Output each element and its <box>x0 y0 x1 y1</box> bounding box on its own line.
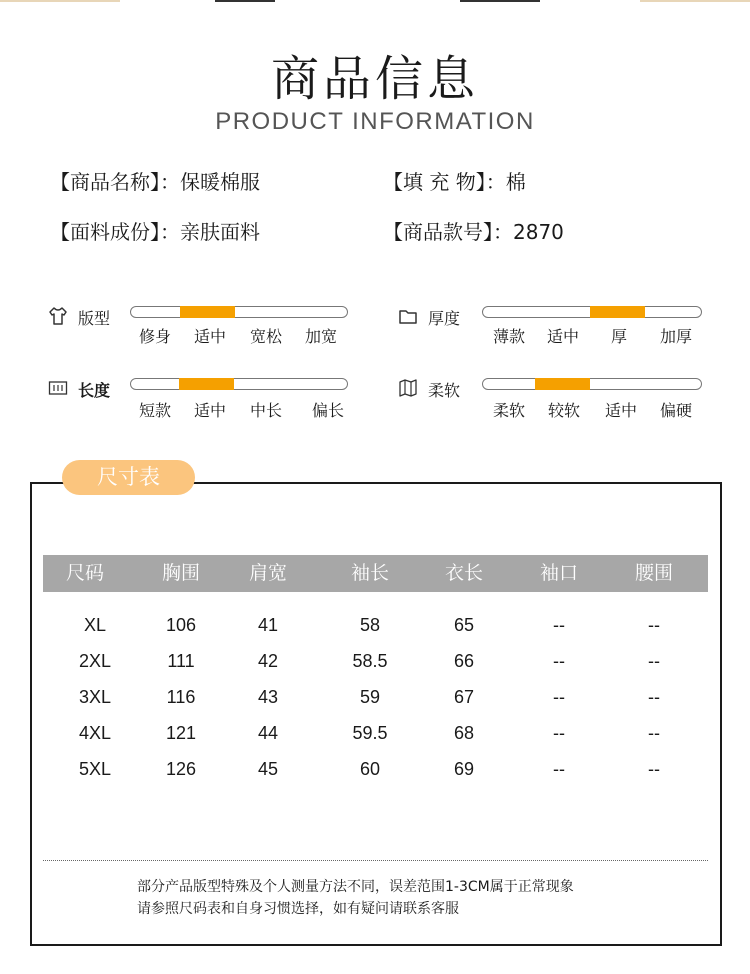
attribute-softness <box>398 378 708 428</box>
table-cell: -- <box>553 687 565 707</box>
attribute-scale-bar <box>482 378 702 390</box>
table-cell: -- <box>553 651 565 671</box>
table-cell: 2XL <box>78 651 112 671</box>
shirt-icon <box>48 306 68 326</box>
table-cell: 66 <box>453 651 475 671</box>
table-cell: -- <box>648 723 660 743</box>
attribute-option: 适中 <box>193 401 227 420</box>
size-table-title: 尺寸表 <box>62 460 195 495</box>
attribute-scale-bar <box>130 306 348 318</box>
table-cell: 43 <box>257 687 279 707</box>
attribute-label: 版型 <box>78 309 111 328</box>
table-cell: 121 <box>165 723 197 743</box>
table-cell: 4XL <box>78 723 112 743</box>
attribute-fit <box>48 306 358 356</box>
info-value: 亲肤面料 <box>180 220 260 244</box>
table-header-cell: 肩宽 <box>248 562 288 584</box>
table-cell: -- <box>648 651 660 671</box>
info-filling <box>383 166 526 195</box>
table-cell: XL <box>83 615 107 635</box>
table-cell: -- <box>648 687 660 707</box>
table-cell: 65 <box>453 615 475 635</box>
note-line: 部分产品版型特殊及个人测量方法不同，误差范围1-3CM属于正常现象 <box>137 879 574 895</box>
table-cell: -- <box>553 759 565 779</box>
attribute-option: 中长 <box>249 401 283 420</box>
page-title: 商品信息 <box>270 51 479 107</box>
attribute-option: 宽松 <box>249 327 283 346</box>
attribute-option: 厚 <box>610 327 628 346</box>
table-cell: 45 <box>257 759 279 779</box>
attribute-option: 加厚 <box>659 327 693 346</box>
folder-icon <box>398 306 418 326</box>
info-product-name <box>50 166 260 195</box>
table-cell: 126 <box>165 759 197 779</box>
info-key: 【商品名称】： <box>50 170 180 194</box>
table-cell: 69 <box>453 759 475 779</box>
attribute-selected-fill <box>179 378 234 390</box>
attribute-option: 短款 <box>138 401 172 420</box>
table-header-cell: 袖口 <box>539 562 579 584</box>
info-key: 【面料成份】： <box>50 220 180 244</box>
table-cell: -- <box>553 723 565 743</box>
table-cell: 5XL <box>78 759 112 779</box>
attribute-selected-fill <box>590 306 645 318</box>
attribute-option: 偏硬 <box>659 401 693 420</box>
attribute-option: 薄款 <box>492 327 526 346</box>
table-cell: 111 <box>167 651 195 671</box>
info-value: 保暖棉服 <box>180 170 260 194</box>
table-cell: 59.5 <box>352 723 388 743</box>
info-value: 2870 <box>513 220 564 244</box>
attribute-label: 柔软 <box>428 381 461 400</box>
table-cell: 41 <box>257 615 279 635</box>
info-fabric <box>50 216 260 245</box>
table-cell: 42 <box>257 651 279 671</box>
table-cell: 67 <box>453 687 475 707</box>
info-key: 【商品款号】： <box>383 220 513 244</box>
attribute-label: 厚度 <box>428 309 461 328</box>
attribute-option: 较软 <box>547 401 581 420</box>
table-cell: -- <box>648 615 660 635</box>
table-cell: 44 <box>257 723 279 743</box>
table-header-cell: 胸围 <box>161 562 201 584</box>
attribute-thickness <box>398 306 708 356</box>
table-cell: 58.5 <box>352 651 388 671</box>
table-cell: 59 <box>359 687 381 707</box>
divider <box>43 860 708 861</box>
attribute-option: 适中 <box>193 327 227 346</box>
info-value: 棉 <box>505 170 526 194</box>
attribute-option: 偏长 <box>311 401 345 420</box>
table-cell: 60 <box>359 759 381 779</box>
attribute-label: 长度 <box>78 381 111 400</box>
attribute-selected-fill <box>535 378 590 390</box>
attribute-option: 柔软 <box>492 401 526 420</box>
table-header-cell: 袖长 <box>350 562 390 584</box>
attribute-length <box>48 378 358 428</box>
table-cell: 68 <box>453 723 475 743</box>
attribute-option: 修身 <box>138 327 172 346</box>
table-header-cell: 腰围 <box>634 562 674 584</box>
attribute-scale-bar <box>130 378 348 390</box>
attribute-selected-fill <box>180 306 235 318</box>
size-table-header <box>43 555 708 592</box>
ruler-icon <box>48 378 68 398</box>
info-style-number <box>383 216 564 245</box>
table-header-cell: 尺码 <box>65 562 105 584</box>
page-subtitle: PRODUCT INFORMATION <box>215 108 535 135</box>
table-cell: 116 <box>166 687 196 707</box>
attribute-scale-bar <box>482 306 702 318</box>
table-cell: 58 <box>359 615 381 635</box>
attribute-option: 适中 <box>546 327 580 346</box>
note-line: 请参照尺码表和自身习惯选择，如有疑问请联系客服 <box>137 901 459 917</box>
fabric-icon <box>398 378 418 398</box>
table-cell: -- <box>553 615 565 635</box>
info-key: 【填 充 物】： <box>383 170 506 194</box>
table-cell: -- <box>648 759 660 779</box>
attribute-option: 适中 <box>604 401 638 420</box>
table-cell: 106 <box>165 615 197 635</box>
attribute-option: 加宽 <box>304 327 338 346</box>
table-cell: 3XL <box>78 687 112 707</box>
top-decoration-strip <box>0 0 750 3</box>
table-header-cell: 衣长 <box>444 562 484 584</box>
